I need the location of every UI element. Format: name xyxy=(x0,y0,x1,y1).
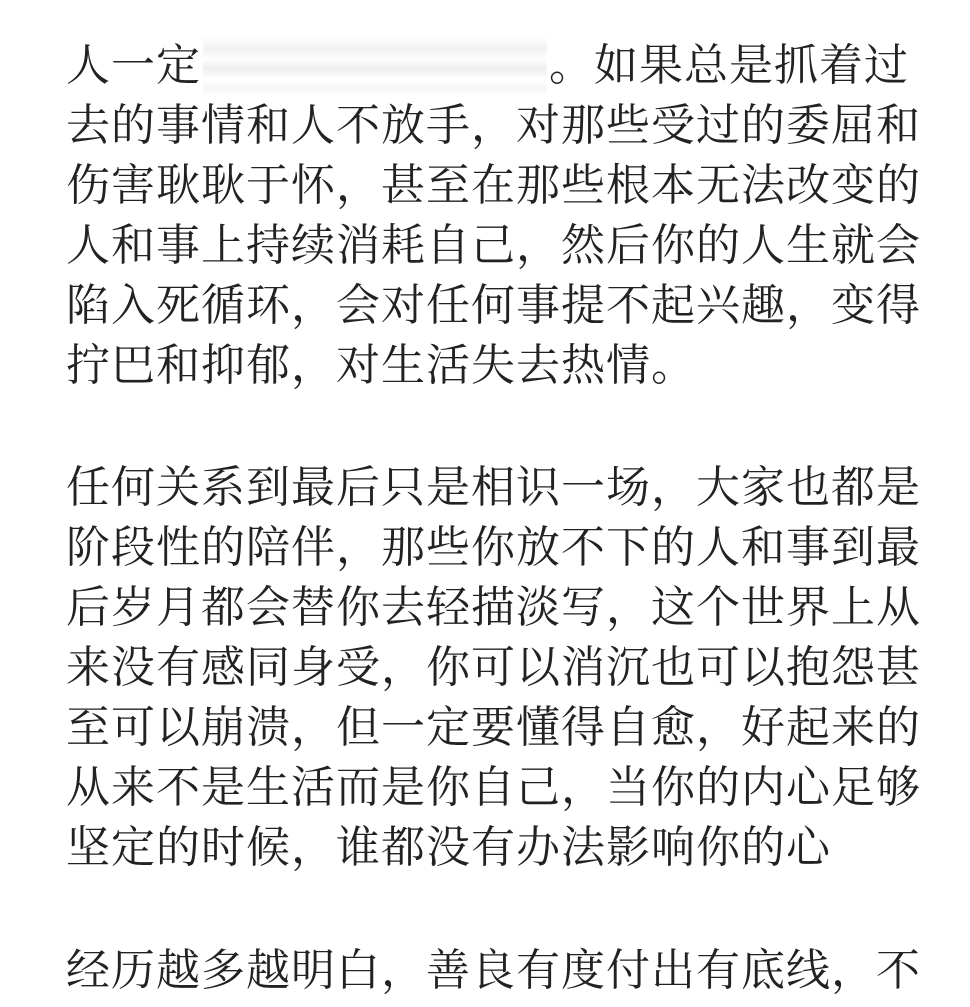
paragraph-2 xyxy=(66,458,921,878)
text-line: 坚定的时候，谁都没有办法影响你的心 xyxy=(66,822,831,873)
text-line: 从来不是生活而是你自己，当你的内心足够 xyxy=(66,762,921,813)
text-line: 陷入死循环，会对任何事提不起兴趣，变得 xyxy=(66,280,921,331)
text-line: 任何关系到最后只是相识一场，大家也都是 xyxy=(66,462,921,513)
text-line: 至可以崩溃，但一定要懂得自愈，好起来的 xyxy=(66,702,921,753)
line-1-end-text: 。如果总是抓着过 xyxy=(549,40,909,91)
line-1-start-text: 人一定 xyxy=(66,40,201,91)
text-line: 后岁月都会替你去轻描淡写，这个世界上从 xyxy=(66,582,921,633)
redacted-text-blur xyxy=(203,36,547,96)
paragraph-3 xyxy=(66,941,921,1001)
text-line: 拧巴和抑郁，对生活失去热情。 xyxy=(66,340,696,391)
paragraph-1 xyxy=(66,36,921,396)
text-line: 去的事情和人不放手，对那些受过的委屈和 xyxy=(66,100,921,151)
text-line: 伤害耿耿于怀，甚至在那些根本无法改变的 xyxy=(66,160,921,211)
text-line: 人和事上持续消耗自己，然后你的人生就会 xyxy=(66,220,921,271)
paragraph-1-line-1 xyxy=(66,36,909,96)
text-line: 经历越多越明白，善良有度付出有底线，不 xyxy=(66,945,921,996)
text-line: 阶段性的陪伴，那些你放不下的人和事到最 xyxy=(66,522,921,573)
text-line: 来没有感同身受，你可以消沉也可以抱怨甚 xyxy=(66,642,921,693)
